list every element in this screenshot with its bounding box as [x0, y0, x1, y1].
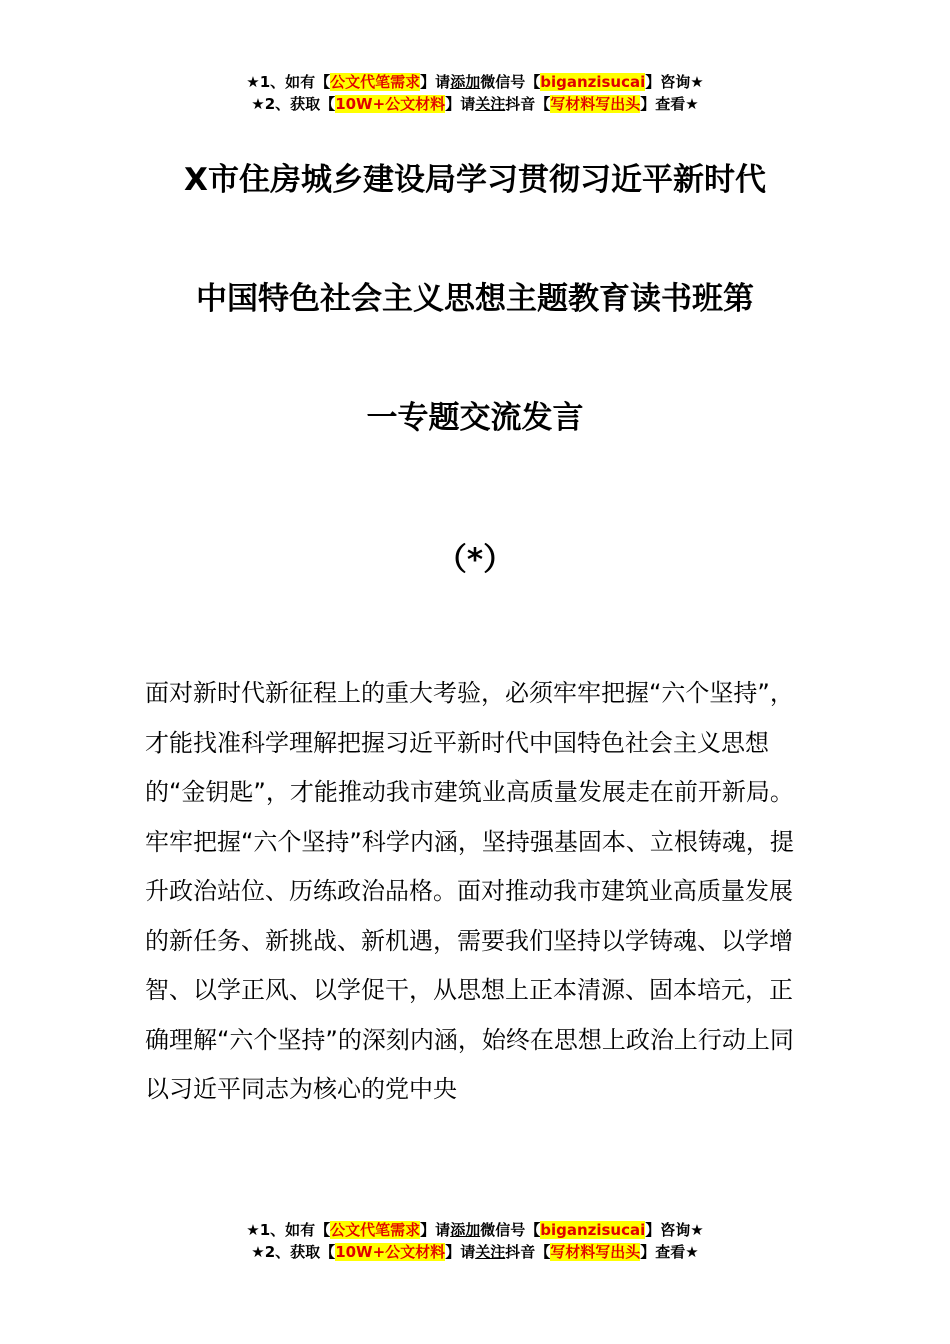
banner-line-1 — [0, 71, 950, 93]
banner-text: 】咨询★ — [645, 1221, 704, 1239]
banner-underline: 关注 — [475, 95, 506, 113]
banner-highlight: 10W+公文材料 — [335, 95, 446, 113]
body-paragraph-1: 面对新时代新征程上的重大考验，必须牢牢把握“六个坚持”，才能找准科学理解把握习近平新时代中国特色社会主义思想的“金钥匙”，才能推动我市建筑业高质量发展走在前开新局。 — [145, 679, 794, 806]
banner-text: ★2、获取【 — [251, 95, 336, 113]
banner-highlight: 写材料写出头 — [550, 1243, 641, 1261]
body-paragraph-2: 牢牢把握“六个坚持”科学内涵，坚持强基固本、立根铸魂，提升政治站位、历练政治品格。面对推动我市建筑业高质量发展的新任务、新挑战、新机遇，需要我们坚持以学铸魂、以学增智、以学正风、以学促干，从思想上正本清源、固本培元，正确理解“六个坚持”的深刻内涵，始终在思想上政治上行动上同以习近平同志为核心的党中央 — [145, 827, 794, 1103]
banner-underline: 添加 — [450, 73, 481, 91]
banner-highlight: biganzisucai — [540, 73, 646, 91]
banner-highlight: 公文代笔需求 — [330, 1221, 421, 1239]
banner-text: ★2、获取【 — [251, 1243, 336, 1261]
banner-text: 】请 — [445, 1243, 476, 1261]
banner-text: 抖音【 — [505, 95, 551, 113]
banner-line-2 — [0, 93, 950, 115]
banner-text: ★1、如有【 — [246, 1221, 331, 1239]
banner-line-1 — [0, 1219, 950, 1241]
banner-text: 】请 — [420, 1221, 451, 1239]
banner-text: 】请 — [420, 73, 451, 91]
banner-highlight: 10W+公文材料 — [335, 1243, 446, 1261]
banner-line-2 — [0, 1241, 950, 1263]
header-banner — [0, 71, 950, 115]
footer-banner — [0, 1219, 950, 1263]
banner-text: 微信号【 — [480, 73, 541, 91]
doc-title-line-1: X市住房城乡建设局学习贯彻习近平新时代 — [184, 162, 766, 198]
banner-highlight: biganzisucai — [540, 1221, 646, 1239]
banner-highlight: 写材料写出头 — [550, 95, 641, 113]
doc-title-line-2: 中国特色社会主义思想主题教育读书班第 — [196, 281, 754, 317]
banner-underline: 关注 — [475, 1243, 506, 1261]
doc-title-line-3: 一专题交流发言 — [366, 400, 584, 436]
doc-subtitle: （*） — [435, 542, 515, 578]
banner-underline: 添加 — [450, 1221, 481, 1239]
doc-body — [145, 669, 810, 1115]
banner-text: 】咨询★ — [645, 73, 704, 91]
banner-text: 】查看★ — [640, 1243, 699, 1261]
banner-text: ★1、如有【 — [246, 73, 331, 91]
banner-text: 微信号【 — [480, 1221, 541, 1239]
banner-text: 抖音【 — [505, 1243, 551, 1261]
banner-text: 】查看★ — [640, 95, 699, 113]
banner-highlight: 公文代笔需求 — [330, 73, 421, 91]
banner-text: 】请 — [445, 95, 476, 113]
